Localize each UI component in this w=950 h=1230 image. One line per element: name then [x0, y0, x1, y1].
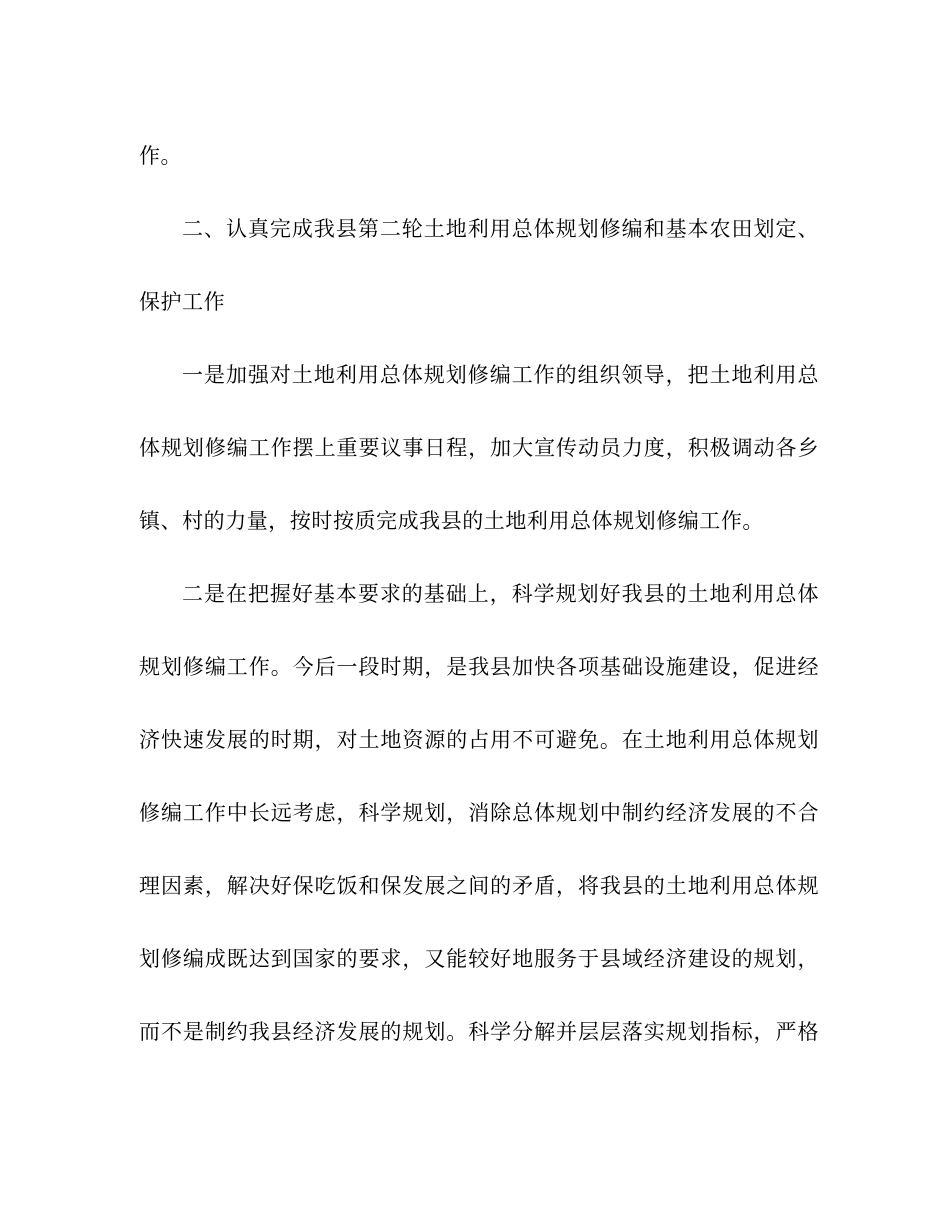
- paragraph-2-line-7: 而不是制约我县经济发展的规划。科学分解并层层落实规划指标，严格: [139, 1020, 819, 1044]
- paragraph-2-line-2: 规划修编工作。今后一段时期，是我县加快各项基础设施建设，促进经: [139, 655, 819, 679]
- paragraph-1-line-2: 体规划修编工作摆上重要议事日程，加大宣传动员力度，积极调动各乡: [139, 436, 819, 460]
- paragraph-2-line-6: 划修编成既达到国家的要求，又能较好地服务于县域经济建设的规划，: [139, 947, 819, 971]
- section-heading-line-2: 保护工作: [139, 290, 226, 314]
- paragraph-2-line-1: 二是在把握好基本要求的基础上，科学规划好我县的土地利用总体: [182, 582, 819, 606]
- section-heading-line-1: 二、认真完成我县第二轮土地利用总体规划修编和基本农田划定、: [182, 217, 819, 241]
- paragraph-1-line-1: 一是加强对土地利用总体规划修编工作的组织领导，把土地利用总: [182, 363, 819, 387]
- paragraph-2-line-3: 济快速发展的时期，对土地资源的占用不可避免。在土地利用总体规划: [139, 728, 819, 752]
- paragraph-2-line-4: 修编工作中长远考虑，科学规划，消除总体规划中制约经济发展的不合: [139, 801, 819, 825]
- text-line-1: 作。: [139, 144, 183, 168]
- paragraph-2-line-5: 理因素，解决好保吃饭和保发展之间的矛盾，将我县的土地利用总体规: [139, 874, 819, 898]
- paragraph-1-line-3: 镇、村的力量，按时按质完成我县的土地利用总体规划修编工作。: [139, 509, 764, 533]
